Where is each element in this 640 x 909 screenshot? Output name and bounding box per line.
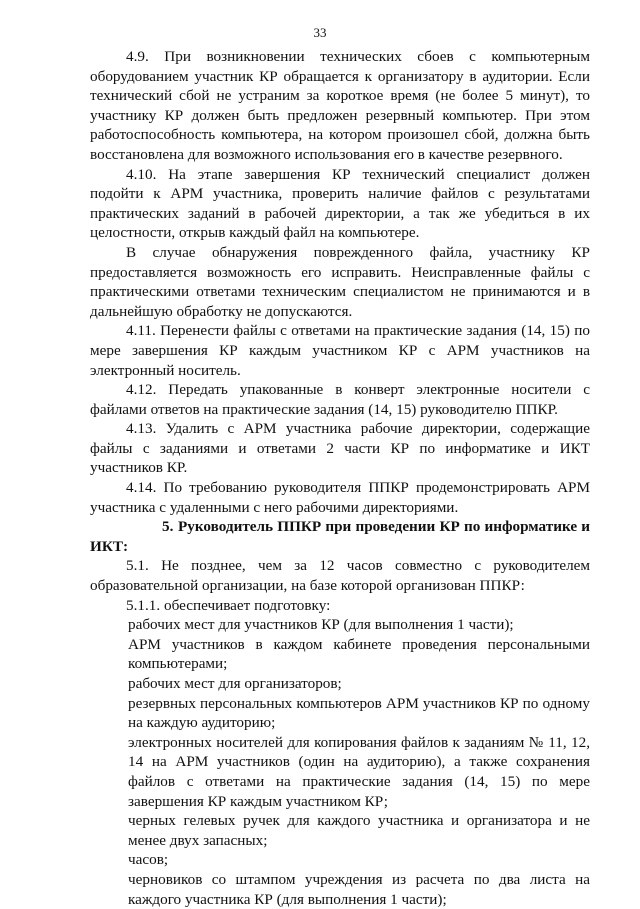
document-body [90,47,590,909]
paragraph-4-10: 4.10. На этапе завершения КР технический специалист должен подойти к АРМ участника, проверить наличие файлов с результатами практических заданий в рабочей директории, а так же убедиться в их целостности, открыв каждый файл на компьютере. [90,165,590,242]
list-item: рабочих мест для участников КР (для выполнения 1 части); [128,616,514,634]
paragraph-4-12: 4.12. Передать упакованные в конверт электронные носители с файлами ответов на практические задания (14, 15) руководителю ППКР. [90,381,590,418]
section-5-heading [90,517,590,556]
list-item: черновиков со штампом учреждения из расчета по два листа на каждого участника КР (для выполнения 1 части); [128,870,590,908]
page-number: 33 [313,25,327,40]
list-item: электронных носителей для копирования файлов к заданиям № 11, 12, 14 на АРМ участников (один на аудиторию), а также сохранения файлов с ответами на практические задания (14, 15) по мере завершения КР каждым участником КР; [128,733,590,810]
list-item: резервных персональных компьютеров АРМ участников КР по одному на каждую аудиторию; [128,694,590,732]
list-item: рабочих мест для организаторов; [128,675,342,692]
list-item: часов; [128,851,169,869]
paragraph-4-14: 4.14. По требованию руководителя ППКР продемонстрировать АРМ участника с удаленными с него рабочими директориями. [90,479,590,516]
section-5-title: Руководитель ППКР при проведении КР по информатике и ИКТ: [90,518,590,555]
paragraph-5-1-1: 5.1.1. обеспечивает подготовку: [126,596,331,614]
paragraph-5-1: 5.1. Не позднее, чем за 12 часов совместно с руководителем образовательной организации, на базе которой организован ППКР: [90,557,590,595]
paragraph-4-9: 4.9. При возникновении технических сбоев с компьютерным оборудованием участник КР обращается к организатору в аудитории. Если технический сбой не устраним за короткое время (не более 5 минут), то участнику КР должен быть предложен резервный компьютер. При этом работоспособность компьютера, на котором произошел сбой, должна быть восстановлена для возможного использования его в качестве резервного. [90,48,590,163]
paragraph-damaged-file: В случае обнаружения поврежденного файла, участнику КР предоставляется возможность его исправить. Неисправленные файлы с практическими ответами техническим специалистом не принимаются и в дальнейшую обработку не допускаются. [90,243,590,320]
paragraph-4-13: 4.13. Удалить с АРМ участника рабочие директории, содержащие файлы с заданиями и ответами 2 части КР по информатике и ИКТ участников КР. [90,420,590,477]
list-item: черных гелевых ручек для каждого участника и организатора и не менее двух запасных; [128,812,590,849]
paragraph-4-11: 4.11. Перенести файлы с ответами на практические задания (14, 15) по мере завершения КР каждым участником КР с АРМ участников на электронный носитель. [90,322,590,379]
list-item: АРМ участников в каждом кабинете проведения персональными компьютерами; [128,635,590,673]
section-5-number: 5. [162,518,174,536]
